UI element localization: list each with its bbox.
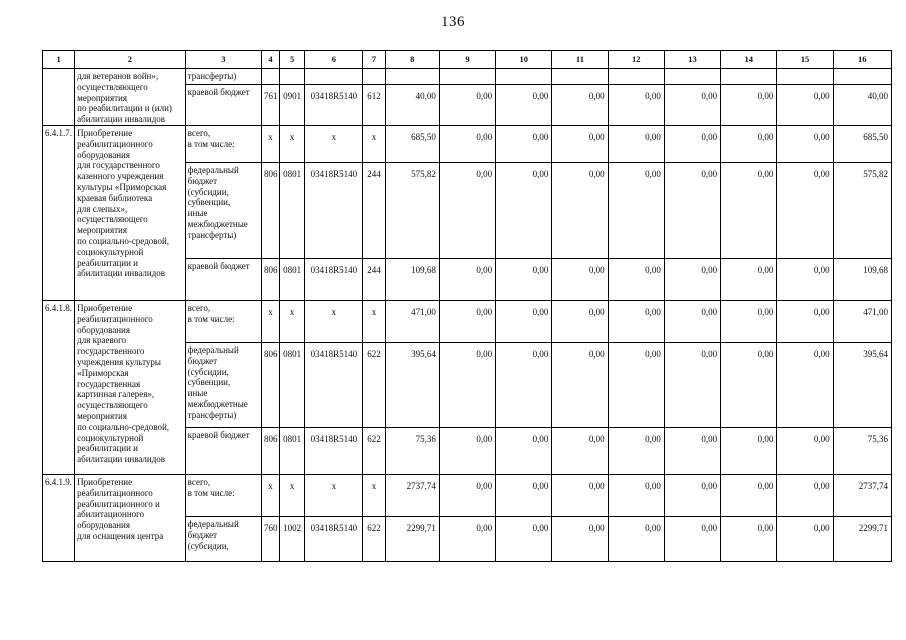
admin-code: x (262, 474, 280, 516)
funding-source: краевой бюджет (185, 85, 261, 126)
amount-cell: 0,00 (721, 258, 777, 300)
funding-source: краевой бюджет (185, 427, 261, 474)
amount-cell: 0,00 (664, 427, 720, 474)
funding-source: федеральный бюджет (субсидии, (185, 516, 261, 561)
admin-code: x (262, 125, 280, 162)
amount-cell: 0,00 (664, 85, 720, 126)
target-article-code: 03418R5140 (305, 85, 363, 126)
amount-cell: 0,00 (552, 427, 608, 474)
target-article-code: 03418R5140 (305, 427, 363, 474)
expense-type-code: 244 (363, 162, 385, 258)
amount-cell: 109,68 (833, 258, 891, 300)
funding-source: трансферты) (185, 69, 261, 85)
funding-source: всего, в том числе: (185, 125, 261, 162)
column-header: 16 (833, 51, 891, 69)
amount-cell: 2737,74 (385, 474, 439, 516)
table-row (43, 300, 892, 342)
column-header: 7 (363, 51, 385, 69)
amount-cell (608, 69, 664, 85)
section-code (280, 69, 305, 85)
section-code: x (280, 474, 305, 516)
column-header: 11 (552, 51, 608, 69)
table-row (43, 474, 892, 516)
amount-cell: 2299,71 (833, 516, 891, 561)
budget-table (42, 50, 892, 562)
item-name: Приобретение реабилитационного оборудования для краевого государственного учреждения культуры «Приморская государственная картинная галерея», осуществляющего мероприятия по социально-средовой, социокультурной реабилитации и абилитации инвалидов (75, 300, 186, 474)
amount-cell: 0,00 (496, 474, 552, 516)
amount-cell (552, 69, 608, 85)
column-header: 4 (262, 51, 280, 69)
amount-cell: 0,00 (608, 300, 664, 342)
amount-cell: 0,00 (777, 258, 833, 300)
item-index: 6.4.1.7. (43, 125, 75, 300)
amount-cell: 0,00 (664, 125, 720, 162)
admin-code: 806 (262, 427, 280, 474)
amount-cell: 0,00 (608, 516, 664, 561)
amount-cell (721, 69, 777, 85)
amount-cell: 0,00 (552, 162, 608, 258)
amount-cell: 0,00 (552, 516, 608, 561)
target-article-code: 03418R5140 (305, 162, 363, 258)
admin-code: 806 (262, 258, 280, 300)
section-code: 0801 (280, 427, 305, 474)
item-index: 6.4.1.8. (43, 300, 75, 474)
admin-code: 760 (262, 516, 280, 561)
amount-cell: 0,00 (608, 162, 664, 258)
admin-code: x (262, 300, 280, 342)
amount-cell: 0,00 (496, 162, 552, 258)
amount-cell: 685,50 (385, 125, 439, 162)
amount-cell: 40,00 (385, 85, 439, 126)
funding-source: федеральный бюджет (субсидии, субвенции, иные межбюджетные трансферты) (185, 162, 261, 258)
amount-cell (385, 69, 439, 85)
column-header: 10 (496, 51, 552, 69)
amount-cell: 0,00 (608, 474, 664, 516)
amount-cell: 0,00 (608, 85, 664, 126)
expense-type-code: 622 (363, 427, 385, 474)
amount-cell: 0,00 (496, 300, 552, 342)
amount-cell: 0,00 (496, 258, 552, 300)
item-name: Приобретение реабилитационного оборудования для государственного казенного учреждения культуры «Приморская краевая библиотека для слепых», осуществляющего мероприятия по социально-средовой, социокультурной реабилитации и абилитации инвалидов (75, 125, 186, 300)
amount-cell: 0,00 (552, 125, 608, 162)
column-header: 6 (305, 51, 363, 69)
section-code: 1002 (280, 516, 305, 561)
column-header: 3 (185, 51, 261, 69)
admin-code: 761 (262, 85, 280, 126)
amount-cell: 0,00 (608, 258, 664, 300)
amount-cell: 0,00 (439, 162, 495, 258)
item-index: 6.4.1.9. (43, 474, 75, 561)
amount-cell: 0,00 (777, 427, 833, 474)
section-code: 0801 (280, 342, 305, 427)
amount-cell (777, 69, 833, 85)
column-number-row (43, 51, 892, 69)
amount-cell: 2299,71 (385, 516, 439, 561)
amount-cell: 0,00 (608, 427, 664, 474)
expense-type-code: x (363, 474, 385, 516)
amount-cell: 0,00 (608, 125, 664, 162)
amount-cell: 0,00 (496, 85, 552, 126)
target-article-code: x (305, 300, 363, 342)
amount-cell: 471,00 (833, 300, 891, 342)
amount-cell: 0,00 (721, 516, 777, 561)
amount-cell: 109,68 (385, 258, 439, 300)
item-name: Приобретение реабилитационного реабилитационного и абилитационного оборудования для оснащения центра (75, 474, 186, 561)
target-article-code: 03418R5140 (305, 258, 363, 300)
target-article-code: x (305, 125, 363, 162)
admin-code: 806 (262, 342, 280, 427)
amount-cell: 0,00 (552, 85, 608, 126)
page-number: 136 (441, 14, 465, 30)
amount-cell: 0,00 (439, 125, 495, 162)
expense-type-code: 244 (363, 258, 385, 300)
section-code: x (280, 300, 305, 342)
column-header: 2 (75, 51, 186, 69)
target-article-code: x (305, 474, 363, 516)
amount-cell: 471,00 (385, 300, 439, 342)
column-header: 1 (43, 51, 75, 69)
column-header: 8 (385, 51, 439, 69)
column-header: 5 (280, 51, 305, 69)
amount-cell: 0,00 (721, 300, 777, 342)
amount-cell (496, 69, 552, 85)
amount-cell: 0,00 (439, 258, 495, 300)
table-row (43, 69, 892, 85)
column-header: 13 (664, 51, 720, 69)
section-code: 0801 (280, 162, 305, 258)
amount-cell: 0,00 (664, 342, 720, 427)
amount-cell: 575,82 (833, 162, 891, 258)
amount-cell (439, 69, 495, 85)
amount-cell: 0,00 (608, 342, 664, 427)
amount-cell: 0,00 (777, 125, 833, 162)
amount-cell: 0,00 (439, 85, 495, 126)
amount-cell: 0,00 (777, 162, 833, 258)
item-index (43, 69, 75, 126)
funding-source: всего, в том числе: (185, 474, 261, 516)
amount-cell: 0,00 (777, 342, 833, 427)
amount-cell: 75,36 (833, 427, 891, 474)
amount-cell: 0,00 (664, 516, 720, 561)
amount-cell (833, 69, 891, 85)
amount-cell: 2737,74 (833, 474, 891, 516)
amount-cell: 685,50 (833, 125, 891, 162)
amount-cell: 0,00 (721, 474, 777, 516)
table-row (43, 125, 892, 162)
amount-cell: 0,00 (664, 258, 720, 300)
amount-cell: 395,64 (833, 342, 891, 427)
amount-cell: 575,82 (385, 162, 439, 258)
amount-cell: 0,00 (777, 474, 833, 516)
amount-cell: 75,36 (385, 427, 439, 474)
amount-cell: 0,00 (777, 85, 833, 126)
column-header: 9 (439, 51, 495, 69)
expense-type-code (363, 69, 385, 85)
funding-source: федеральный бюджет (субсидии, субвенции, иные межбюджетные трансферты) (185, 342, 261, 427)
funding-source: краевой бюджет (185, 258, 261, 300)
section-code: x (280, 125, 305, 162)
target-article-code: 03418R5140 (305, 342, 363, 427)
amount-cell: 0,00 (777, 516, 833, 561)
admin-code (262, 69, 280, 85)
amount-cell: 395,64 (385, 342, 439, 427)
amount-cell: 0,00 (721, 125, 777, 162)
amount-cell: 0,00 (439, 342, 495, 427)
column-header: 12 (608, 51, 664, 69)
amount-cell: 0,00 (496, 516, 552, 561)
amount-cell: 0,00 (439, 474, 495, 516)
amount-cell: 0,00 (496, 125, 552, 162)
amount-cell: 0,00 (721, 342, 777, 427)
column-header: 15 (777, 51, 833, 69)
column-header: 14 (721, 51, 777, 69)
target-article-code: 03418R5140 (305, 516, 363, 561)
amount-cell: 0,00 (721, 85, 777, 126)
amount-cell: 0,00 (496, 427, 552, 474)
amount-cell: 0,00 (439, 427, 495, 474)
funding-source: всего, в том числе: (185, 300, 261, 342)
section-code: 0801 (280, 258, 305, 300)
amount-cell: 0,00 (552, 258, 608, 300)
amount-cell: 0,00 (777, 300, 833, 342)
expense-type-code: 622 (363, 516, 385, 561)
amount-cell: 0,00 (664, 162, 720, 258)
amount-cell: 0,00 (721, 427, 777, 474)
amount-cell: 0,00 (664, 474, 720, 516)
section-code: 0901 (280, 85, 305, 126)
expense-type-code: 622 (363, 342, 385, 427)
item-name: для ветеранов войн», осуществляющего мероприятия по реабилитации и (или) абилитации инвалидов (75, 69, 186, 126)
expense-type-code: x (363, 125, 385, 162)
amount-cell: 0,00 (552, 342, 608, 427)
amount-cell: 0,00 (664, 300, 720, 342)
amount-cell: 0,00 (496, 342, 552, 427)
admin-code: 806 (262, 162, 280, 258)
amount-cell: 40,00 (833, 85, 891, 126)
amount-cell: 0,00 (439, 300, 495, 342)
expense-type-code: 612 (363, 85, 385, 126)
amount-cell: 0,00 (721, 162, 777, 258)
target-article-code (305, 69, 363, 85)
amount-cell: 0,00 (552, 474, 608, 516)
amount-cell: 0,00 (552, 300, 608, 342)
amount-cell (664, 69, 720, 85)
amount-cell: 0,00 (439, 516, 495, 561)
expense-type-code: x (363, 300, 385, 342)
